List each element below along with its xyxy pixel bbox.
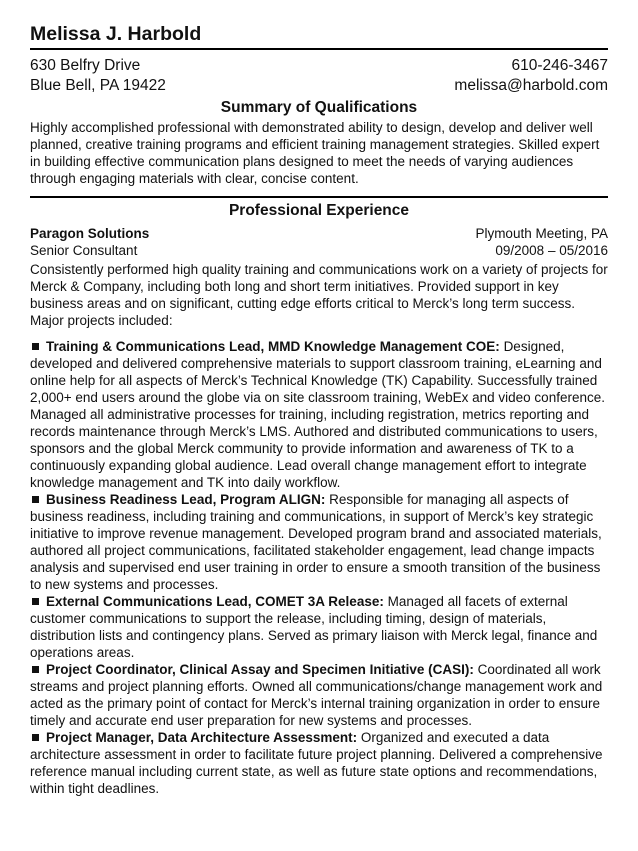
job-location: Plymouth Meeting, PA xyxy=(475,226,608,241)
project-title: Training & Communications Lead, MMD Knowledge Management COE: xyxy=(46,339,500,354)
list-item xyxy=(30,593,608,661)
address-line-1: 630 Belfry Drive xyxy=(30,57,141,74)
project-description: Responsible for managing all aspects of business readiness, including training and communications, in support of Merck’s key strategic initiative to improve revenue management. Developed program brand and associated materials, authored all project communications, facilitated stakeholder engagement, lead change impacts analysis and supervised end user training in order to ensure a smooth transition of the business to new systems and processes. xyxy=(30,492,602,592)
job-role: Senior Consultant xyxy=(30,243,138,258)
job-subheader xyxy=(30,242,608,259)
square-bullet-icon xyxy=(32,666,39,673)
list-item xyxy=(30,491,608,593)
list-item xyxy=(30,729,608,797)
list-item xyxy=(30,661,608,729)
phone-number: 610-246-3467 xyxy=(511,57,608,74)
project-title: External Communications Lead, COMET 3A Release: xyxy=(46,594,384,609)
job-header xyxy=(30,225,608,242)
list-item xyxy=(30,338,608,491)
section-divider xyxy=(30,196,608,198)
project-description: Managed all facets of external customer communications to support the release, including timing, design of materials, distribution lists and contingency plans. Served as primary liaison with Merck legal, finance and operations areas. xyxy=(30,594,598,660)
square-bullet-icon xyxy=(32,343,39,350)
phone-email-block xyxy=(454,56,608,96)
job-intro: Consistently performed high quality training and communications work on a variety of projects for Merck & Company, including both long and short term initiatives. Provided support in key business areas and on significant, cutting edge efforts critical to Merck’s long term success. Major projects included: xyxy=(30,262,608,328)
project-title: Business Readiness Lead, Program ALIGN: xyxy=(46,492,326,507)
company-name: Paragon Solutions xyxy=(30,226,150,241)
project-title: Project Coordinator, Clinical Assay and Specimen Initiative (CASI): xyxy=(46,662,474,677)
square-bullet-icon xyxy=(32,496,39,503)
email-address: melissa@harbold.com xyxy=(454,77,608,94)
project-description: Designed, developed and delivered comprehensive materials to support classroom training, eLearning and online help for all aspects of Merck’s Technical Knowledge (TK) Capability. Successfully trained 2,000+ end users around the globe via on site classroom training, WebEx and video conference. Managed all administrative processes for training, including registration, metrics reporting and records maintenance through Merck’s LMS. Authored and distributed communications to users, sponsors and the global Merck community to provide information and awareness of TK to a continuously expanding global audience. Lead overall change management effort to integrate knowledge management and TK into daily workflow. xyxy=(30,339,605,490)
summary-text: Highly accomplished professional with demonstrated ability to design, develop and deliver well planned, creative training programs and efficient training management strategies. Skilled expert in building effective communication plans designed to meet the needs of varying audiences through engaging materials with clear, concise content. xyxy=(30,120,600,186)
project-title: Project Manager, Data Architecture Assessment: xyxy=(46,730,358,745)
job-dates: 09/2008 – 05/2016 xyxy=(495,243,608,258)
candidate-name: Melissa J. Harbold xyxy=(30,23,202,45)
project-list xyxy=(30,338,608,797)
project-description: Organized and executed a data architecture assessment in order to facilitate future project planning. Delivered a comprehensive reference manual including current state, as well as future state options and recommendations, within tight deadlines. xyxy=(30,730,603,796)
summary-heading: Summary of Qualifications xyxy=(220,99,418,116)
contact-block xyxy=(30,56,608,96)
address-line-2: Blue Bell, PA 19422 xyxy=(30,77,166,94)
experience-heading: Professional Experience xyxy=(228,202,410,219)
square-bullet-icon xyxy=(32,598,39,605)
project-description: Coordinated all work streams and project planning efforts. Owned all communications/change management work and acted as the primary point of contact for Merck’s internal training organization in order to ensure timely and accurate end user preparation for new systems and processes. xyxy=(30,662,603,728)
address-block xyxy=(30,56,166,96)
header-divider xyxy=(30,48,608,50)
square-bullet-icon xyxy=(32,734,39,741)
